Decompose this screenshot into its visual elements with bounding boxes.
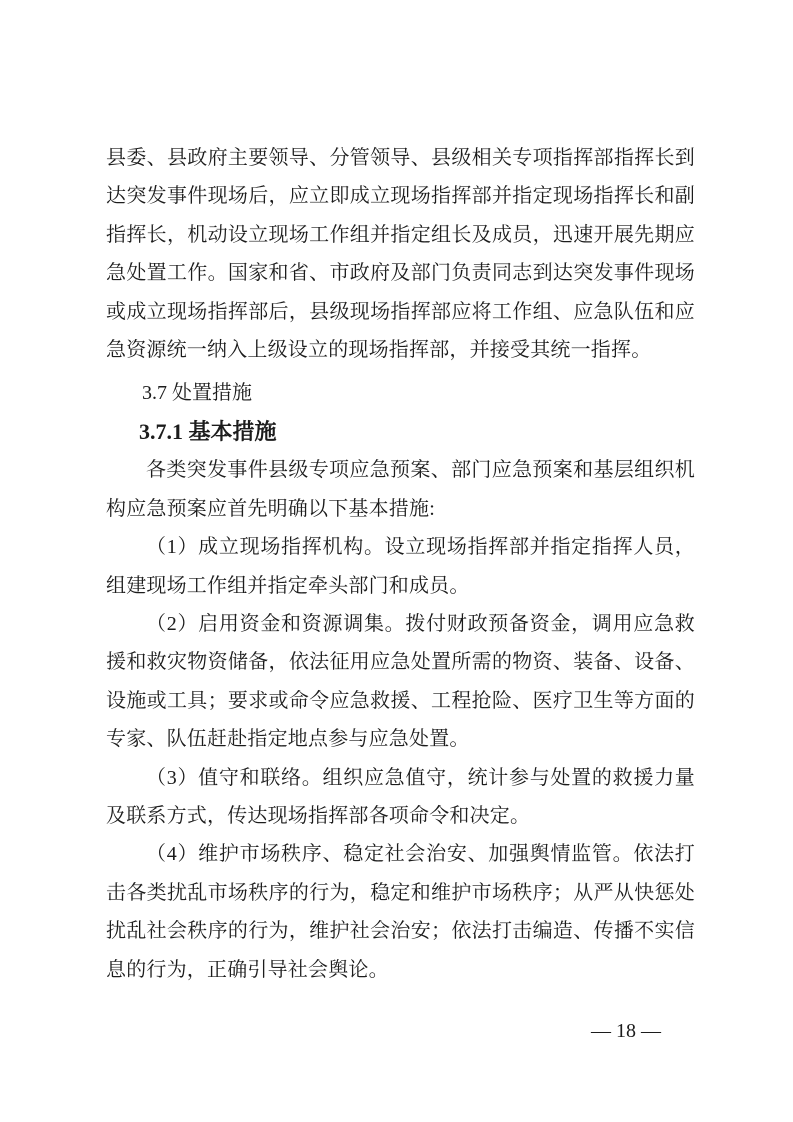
page-content bbox=[106, 139, 695, 989]
paragraph-measure-4: （4）维护市场秩序、稳定社会治安、加强舆情监管。依法打击各类扰乱市场秩序的行为，稳定和维护市场秩序；从严从快惩处扰乱社会秩序的行为，维护社会治安；依法打击编造、传播不实信息的行为，正确引导社会舆论。 bbox=[106, 843, 695, 981]
paragraph-measure-1: （1）成立现场指挥机构。设立现场指挥部并指定指挥人员，组建现场工作组并指定牵头部门和成员。 bbox=[106, 536, 695, 597]
paragraph-measure-2: （2）启用资金和资源调集。拨付财政预备资金，调用应急救援和救灾物资储备，依法征用应急处置所需的物资、装备、设备、设施或工具；要求或命令应急救援、工程抢险、医疗卫生等方面的专家、队伍赶赴指定地点参与应急处置。 bbox=[106, 612, 695, 751]
section-heading-3-7: 3.7 处置措施 bbox=[142, 382, 252, 405]
paragraph-intro-basic-measures: 各类突发事件县级专项应急预案、部门应急预案和基层组织机构应急预案应首先明确以下基本措施: bbox=[106, 459, 695, 520]
paragraph-continuation: 县委、县政府主要领导、分管领导、县级相关专项指挥部指挥长到达突发事件现场后，应立即成立现场指挥部并指定现场指挥长和副指挥长，机动设立现场工作组并指定组长及成员，迅速开展先期应急处置工作。国家和省、市政府及部门负责同志到达突发事件现场或成立现场指挥部后，县级现场指挥部应将工作组、应急队伍和应急资源统一纳入上级设立的现场指挥部，并接受其统一指挥。 bbox=[106, 147, 695, 362]
page-number: — 18 — bbox=[591, 1020, 661, 1042]
paragraph-measure-3: （3）值守和联络。组织应急值守，统计参与处置的救援力量及联系方式，传达现场指挥部各项命令和决定。 bbox=[106, 766, 695, 827]
subsection-heading-3-7-1: 3.7.1 基本措施 bbox=[139, 418, 277, 444]
